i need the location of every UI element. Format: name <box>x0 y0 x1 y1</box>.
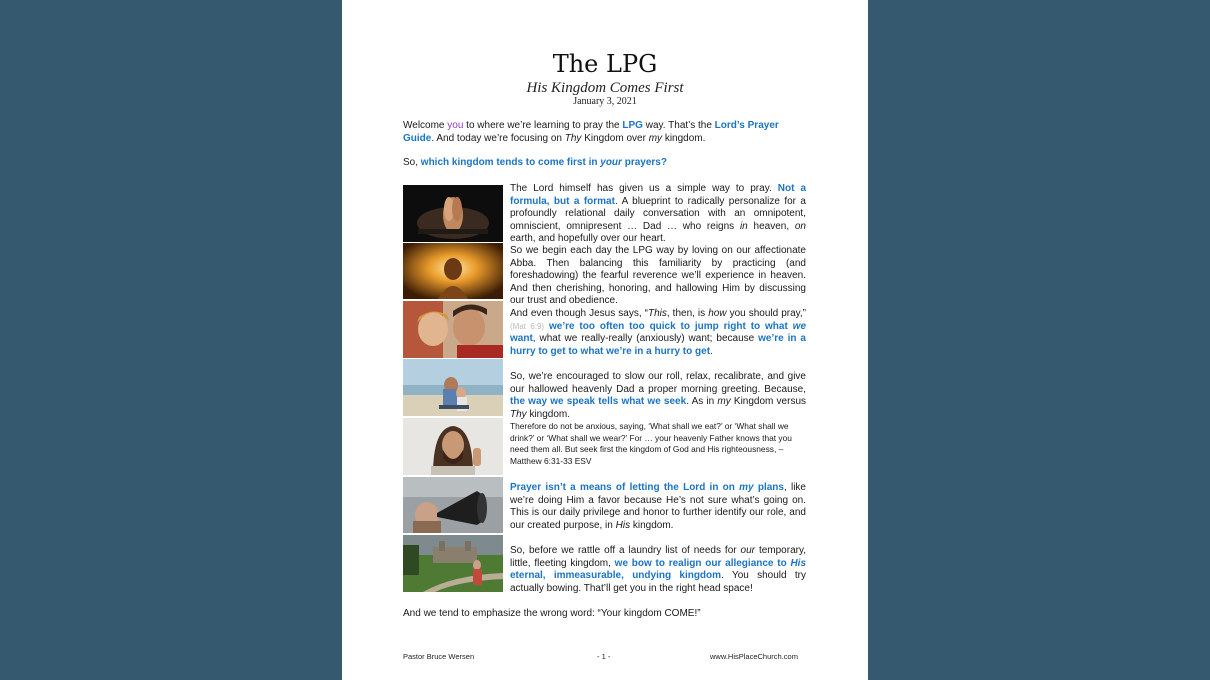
italic-run: Thy <box>564 132 582 144</box>
text-run: . You should try actually bowing. That’ll get you in the right head space! <box>510 570 806 594</box>
italic-run: how <box>708 308 727 319</box>
italic-run: my <box>717 396 731 408</box>
italic-run: This <box>647 308 667 319</box>
scripture-quote <box>510 421 806 468</box>
italic-run: in <box>739 220 748 232</box>
footer-author: Pastor Bruce Wersen <box>403 652 475 661</box>
text-run: And even though Jesus says, “ <box>510 308 648 319</box>
text-run: earth, and hopefully over our heart. <box>510 233 666 245</box>
text-run: . And today we’re focusing on <box>431 132 565 144</box>
italic-run: my <box>648 132 663 144</box>
row-7-text <box>510 545 806 595</box>
castle-bow-image <box>403 535 503 592</box>
text-run: So, we’re encouraged to slow our roll, relax, recalibrate, and give our hallowed heavenly Dad a proper morning greeting. Because, <box>510 371 806 395</box>
jesus-portrait-image <box>403 418 503 475</box>
highlight-plans: plans <box>753 482 784 493</box>
text-run: So, <box>403 157 421 168</box>
highlight-you: you <box>447 120 464 131</box>
italic-run: my <box>739 482 754 493</box>
italic-run: Thy <box>510 408 527 420</box>
highlight-seek: the way we speak tells what we seek <box>510 396 687 408</box>
text-run: to where we’re learning to pray the <box>463 120 623 131</box>
row-2-text <box>510 245 806 308</box>
text-run: you should pray,” <box>726 308 807 319</box>
glowing-figure-image <box>403 243 503 299</box>
footer-website[interactable]: www.HisPlaceChurch.com <box>710 652 798 661</box>
italic-run: on <box>794 220 806 232</box>
text-run: kingdom. <box>662 132 706 144</box>
highlight-plans: Prayer isn’t a means of letting the Lord in on <box>510 482 740 493</box>
text-run: Welcome <box>403 120 448 131</box>
italic-run: His <box>615 519 631 531</box>
praying-hands-image <box>403 185 503 242</box>
document-page <box>342 0 868 680</box>
question-paragraph <box>403 157 806 170</box>
text-run: So, before we rattle off a laundry list of needs for <box>510 545 741 556</box>
italic-run: His <box>790 557 807 569</box>
row-3-text <box>510 308 806 358</box>
page-title: The LPG <box>552 50 658 78</box>
scripture-reference: (Mat 6:9) <box>510 321 545 331</box>
row-1-text <box>510 183 806 246</box>
highlight-hurry: we’re too often too quick to jump right to what <box>548 320 793 332</box>
highlight-hurry-2: we’re in a hurry to get to what we’re in a hurry to get <box>510 333 806 357</box>
highlight-lpg: LPG <box>622 120 643 131</box>
page-subtitle: His Kingdom Comes First <box>526 80 684 96</box>
highlight-allegiance: eternal, immeasurable, undying kingdom <box>510 570 722 582</box>
row-4-text <box>510 371 806 421</box>
closing-paragraph: And we tend to emphasize the wrong word: “Your kingdom COME!” <box>403 608 701 619</box>
text-run: . As in <box>686 396 718 408</box>
footer-page-number: - 1 - <box>597 652 611 661</box>
text-run: heaven, <box>747 220 795 232</box>
text-run: . <box>710 345 713 357</box>
highlight-question: prayers? <box>621 157 667 168</box>
megaphone-man-image <box>403 477 503 533</box>
text-run: , like we’re doing Him a favor because He’s not sure what’s going on. This is our daily privilege and honor to further identify our role, and our created purpose, in <box>510 482 806 531</box>
highlight-format: Not a formula, but a format <box>510 183 807 207</box>
text-run: way. That’s the <box>642 120 715 131</box>
text-run: So we begin each day the LPG way by loving on our affectionate Abba. Then balancing this familiarity by practicing (and foreshadowing) the fearful reverence we’ll experience in heaven. And then cherishing, honoring, and hallowing Him by discussing our trust and obedience. <box>510 245 806 307</box>
text-run: kingdom. <box>526 408 571 420</box>
highlight-guide: Lord’s Prayer Guide <box>403 120 779 144</box>
text-run: temporary, little, fleeting kingdom, <box>510 545 806 569</box>
highlight-question: which kingdom tends to come first in <box>420 157 601 168</box>
text-run: Kingdom over <box>581 132 649 144</box>
text-run: The Lord himself has given us a simple way to pray. <box>510 183 778 194</box>
beach-hug-image <box>403 359 503 416</box>
text-run: Therefore do not be anxious, saying, ‘What shall we eat?’ or ‘What shall we drink?’ or ‘What shall we wear?’ For … your heavenly Father knows that you need them all. But seek first the kingdom of God and His righteousness, – Matthew 6:31-33 ESV <box>510 421 792 467</box>
text-run: , then, is <box>666 308 709 319</box>
father-child-kiss-image <box>403 301 503 358</box>
italic-run: your <box>600 157 622 168</box>
highlight-allegiance: we bow to realign our allegiance to <box>614 557 791 569</box>
italic-run: our <box>740 545 755 556</box>
highlight-hurry: want <box>510 333 533 345</box>
text-run: , what we really-really (anxiously) want; because <box>532 333 759 345</box>
row-6-text <box>510 482 806 532</box>
italic-run: we <box>792 320 807 332</box>
page-date: January 3, 2021 <box>573 96 637 107</box>
intro-paragraph <box>403 120 806 145</box>
text-run: . A blueprint to radically personalize for a profoundly relational daily conversation with an omnipotent, omniscient, omnipresent … Dad … who reigns <box>510 195 806 232</box>
text-run: Kingdom versus <box>730 396 807 408</box>
text-run: kingdom. <box>630 519 674 531</box>
